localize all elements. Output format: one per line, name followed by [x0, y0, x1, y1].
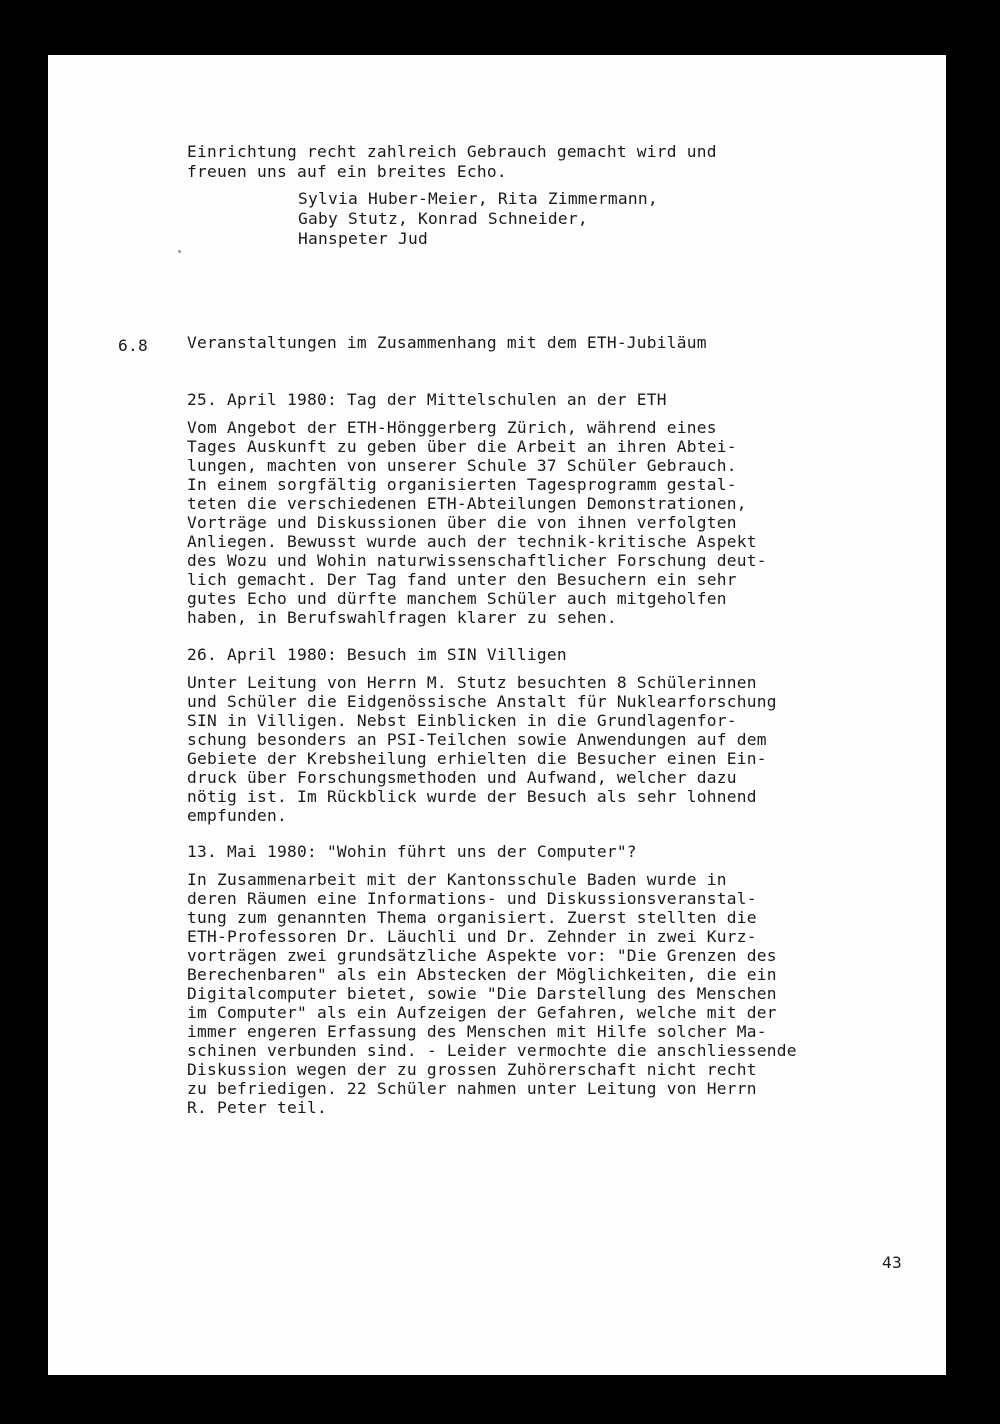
event-line: im Computer" als ein Aufzeigen der Gefahren, welche mit der [187, 1003, 777, 1022]
section-number: 6.8 [118, 336, 148, 355]
intro-line: Einrichtung recht zahlreich Gebrauch gemacht wird und [187, 142, 717, 161]
event-line: lungen, machten von unserer Schule 37 Schüler Gebrauch. [187, 456, 737, 475]
event-line: Diskussion wegen der zu grossen Zuhörerschaft nicht recht [187, 1060, 757, 1079]
signature-line: Gaby Stutz, Konrad Schneider, [298, 209, 588, 228]
event-line: haben, in Berufswahlfragen klarer zu sehen. [187, 608, 617, 627]
event-line: und Schüler die Eidgenössische Anstalt für Nuklearforschung [187, 692, 777, 711]
event-line: Anliegen. Bewusst wurde auch der technik-kritische Aspekt [187, 532, 757, 551]
event-line: zu befriedigen. 22 Schüler nahmen unter Leitung von Herrn [187, 1079, 757, 1098]
event-line: ETH-Professoren Dr. Läuchli und Dr. Zehnder in zwei Kurz- [187, 927, 757, 946]
event-line: des Wozu und Wohin naturwissenschaftlicher Forschung deut- [187, 551, 767, 570]
page-number: 43 [882, 1253, 902, 1272]
event-heading: 26. April 1980: Besuch im SIN Villigen [187, 645, 567, 664]
event-line: gutes Echo und dürfte manchem Schüler auch mitgeholfen [187, 589, 727, 608]
signature-line: Hanspeter Jud [298, 229, 428, 248]
event-heading: 25. April 1980: Tag der Mittelschulen an der ETH [187, 390, 667, 409]
event-line: Vom Angebot der ETH-Hönggerberg Zürich, während eines [187, 418, 717, 437]
event-line: Unter Leitung von Herrn M. Stutz besuchten 8 Schülerinnen [187, 673, 757, 692]
section-title: Veranstaltungen im Zusammenhang mit dem ETH-Jubiläum [187, 333, 707, 352]
event-line: Digitalcomputer bietet, sowie "Die Darstellung des Menschen [187, 984, 777, 1003]
event-line: Tages Auskunft zu geben über die Arbeit an ihren Abtei- [187, 437, 737, 456]
event-line: Gebiete der Krebsheilung erhielten die Besucher einen Ein- [187, 749, 767, 768]
event-line: deren Räumen eine Informations- und Diskussionsveranstal- [187, 889, 757, 908]
event-line: In einem sorgfältig organisierten Tagesprogramm gestal- [187, 475, 737, 494]
event-line: teten die verschiedenen ETH-Abteilungen Demonstrationen, [187, 494, 747, 513]
event-line: Vorträge und Diskussionen über die von ihnen verfolgten [187, 513, 737, 532]
event-line: Berechenbaren" als ein Abstecken der Möglichkeiten, die ein [187, 965, 777, 984]
event-heading: 13. Mai 1980: "Wohin führt uns der Computer"? [187, 842, 637, 861]
event-line: empfunden. [187, 806, 287, 825]
event-line: SIN in Villigen. Nebst Einblicken in die Grundlagenfor- [187, 711, 737, 730]
event-line: lich gemacht. Der Tag fand unter den Besuchern ein sehr [187, 570, 737, 589]
event-line: schinen verbunden sind. - Leider vermochte die anschliessende [187, 1041, 797, 1060]
signature-line: Sylvia Huber-Meier, Rita Zimmermann, [298, 189, 658, 208]
event-line: nötig ist. Im Rückblick wurde der Besuch als sehr lohnend [187, 787, 757, 806]
event-line: tung zum genannten Thema organisiert. Zuerst stellten die [187, 908, 757, 927]
event-line: vorträgen zwei grundsätzliche Aspekte vor: "Die Grenzen des [187, 946, 777, 965]
intro-line: freuen uns auf ein breites Echo. [187, 162, 507, 181]
event-line: schung besonders an PSI-Teilchen sowie Anwendungen auf dem [187, 730, 767, 749]
speck [178, 250, 181, 253]
event-line: druck über Forschungsmethoden und Aufwand, welcher dazu [187, 768, 737, 787]
event-line: In Zusammenarbeit mit der Kantonsschule Baden wurde in [187, 870, 727, 889]
event-line: immer engeren Erfassung des Menschen mit Hilfe solcher Ma- [187, 1022, 767, 1041]
event-line: R. Peter teil. [187, 1098, 327, 1117]
